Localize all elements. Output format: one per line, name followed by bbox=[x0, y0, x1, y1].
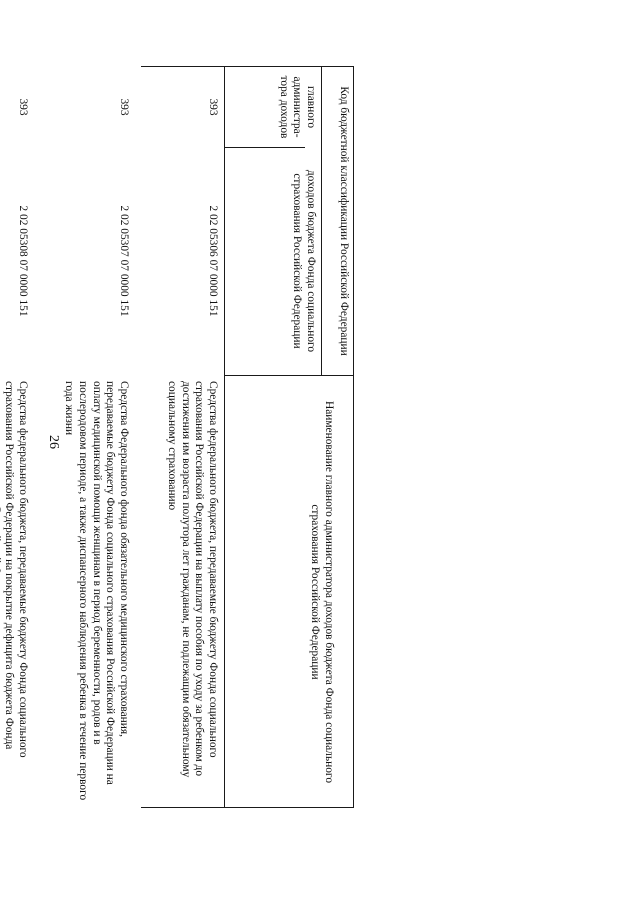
income-code: 2 02 05307 07 0000 151 bbox=[118, 205, 130, 317]
header-group-divider bbox=[321, 67, 322, 375]
row-description: Средства федерального бюджета, передаваемые бюджету Фонда социального страхования Российской Федерации на выплату пособия по уходу за ребенком до достижения им возраста полутора лет гражданам, не подлежащим обязательному социальному страхованию bbox=[165, 381, 219, 778]
header-name-column: Наименование главного администратора доходов бюджета Фонда социального страхования Российской Федерации bbox=[309, 400, 335, 784]
page-number: 26 bbox=[46, 435, 61, 449]
header-admin-column: главного администра-тора доходов bbox=[277, 75, 317, 139]
income-code: 2 02 05308 07 0000 151 bbox=[17, 205, 29, 317]
admin-code: 393 bbox=[118, 98, 130, 116]
income-code: 2 02 05306 07 0000 151 bbox=[207, 205, 219, 317]
header-income-column: доходов бюджета Фонда социального страхования Российской Федерации bbox=[291, 169, 317, 353]
row-description: Средства Федерального фонда обязательного медицинского страхования, передаваемые бюджету Фонда социального страхования Российской Федерации на оплату медицинской помощи женщинам в период беременности, родов и в послеродовом периоде, а также диспансерного наблюдения ребенка в течение первого года жизни bbox=[63, 381, 130, 801]
header-bottom-border bbox=[224, 67, 225, 807]
admin-code: 393 bbox=[17, 98, 29, 116]
row-description: Средства федерального бюджета, передаваемые бюджету Фонда социального страхования Российской Федерации на покрытие дефицита бюджета Фонда bbox=[3, 381, 29, 758]
header-group-title: Код бюджетной классификации Российской Федерации bbox=[338, 86, 350, 356]
column-divider bbox=[225, 375, 353, 376]
admin-code: 393 bbox=[207, 98, 219, 116]
